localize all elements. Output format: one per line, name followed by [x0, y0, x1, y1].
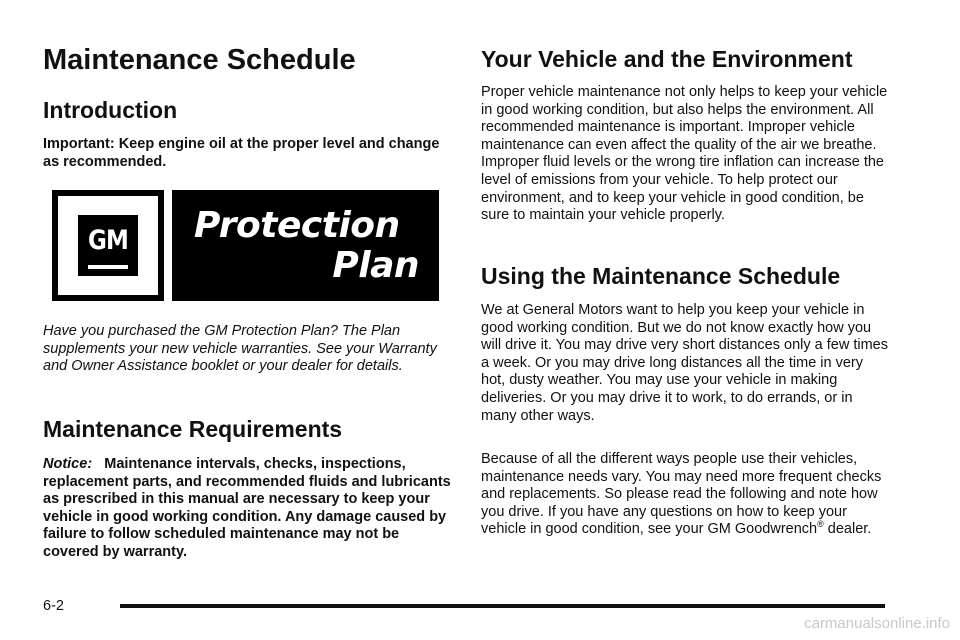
important-note: Important: Keep engine oil at the proper level and change as recommended. — [43, 136, 440, 170]
protection-plan-logo — [172, 190, 439, 301]
page-title: Maintenance Schedule — [43, 44, 356, 76]
using-schedule-text-2: Because of all the different ways people use their vehicles, maintenance needs vary. You may need more frequent checks and replacements. So please read the following and note how you drive. If you have any questions on how to keep your vehicle in good condition, see your GM Goodwrench® dealer. — [481, 451, 882, 538]
registered-mark: ® — [817, 519, 824, 530]
watermark: carmanualsonline.info — [804, 615, 950, 632]
environment-text: Proper vehicle maintenance not only helps to keep your vehicle in good working condition, but also helps the environment. All recommended maintenance is important. Improper vehicle maintenance can even affect the quality of the air we breathe. Improper fluid levels or the wrong tire inflation can increase the level of emissions from your vehicle. To help protect our environment, and to keep your vehicle in good condition, be sure to maintain your vehicle properly. — [481, 84, 888, 224]
protection-logo-text: Protection — [194, 205, 400, 246]
notice-text: Maintenance intervals, checks, inspections, replacement parts, and recommended fluids and lubricants as prescribed in this manual are necessary to keep your vehicle in good working condition. Any damage caused by failure to follow scheduled maintenance may not be covered by warranty. — [43, 456, 451, 560]
environment-heading: Your Vehicle and the Environment — [481, 46, 853, 72]
footer-rule — [120, 604, 885, 608]
plan-logo-text: Plan — [332, 245, 419, 286]
using-schedule-heading: Using the Maintenance Schedule — [481, 263, 841, 289]
using-schedule-text-1: We at General Motors want to help you keep your vehicle in good working condition. But we do not know exactly how you will drive it. You may drive very short distances only a few times a week. Or you may drive long distances all the time in very hot, dusty weather. You may use your vehicle in making deliveries. Or you may drive it to work, to do errands, or in many other ways. — [481, 302, 888, 424]
gm-protection-plan-logo — [52, 190, 439, 301]
protection-plan-text: Have you purchased the GM Protection Plan? The Plan supplements your new vehicle warranties. See your Warranty and Owner Assistance booklet or your dealer for details. — [43, 323, 437, 375]
introduction-heading: Introduction — [43, 97, 178, 123]
notice-paragraph — [43, 456, 451, 562]
notice-label: Notice: — [43, 456, 93, 472]
requirements-heading: Maintenance Requirements — [43, 416, 343, 442]
gm-logo-text: GM — [88, 225, 128, 256]
gm-logo — [52, 190, 164, 301]
page-number: 6-2 — [43, 598, 64, 614]
